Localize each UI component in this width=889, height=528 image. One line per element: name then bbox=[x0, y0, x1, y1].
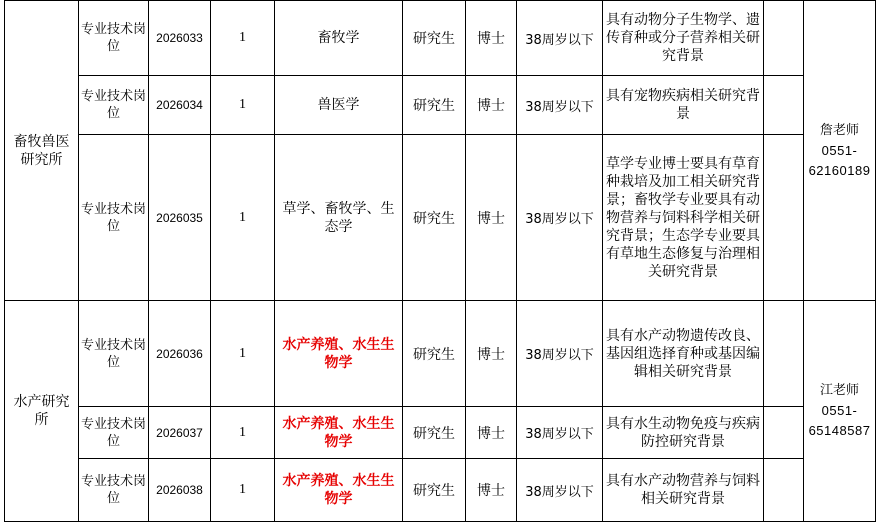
age-limit: 38周岁以下 bbox=[517, 301, 603, 407]
unit-name: 水产研究所 bbox=[5, 301, 79, 522]
post-type: 专业技术岗位 bbox=[79, 76, 149, 135]
post-code: 2026036 bbox=[149, 301, 211, 407]
blank-cell bbox=[764, 301, 804, 407]
contact-cell bbox=[804, 301, 876, 522]
table-row bbox=[5, 301, 876, 407]
hire-count: 1 bbox=[211, 76, 275, 135]
age-limit: 38周岁以下 bbox=[517, 135, 603, 301]
major: 水产养殖、水生生物学 bbox=[275, 301, 403, 407]
hire-count: 1 bbox=[211, 1, 275, 76]
hire-count: 1 bbox=[211, 407, 275, 459]
requirement: 具有动物分子生物学、遗传育种或分子营养相关研究背景 bbox=[603, 1, 764, 76]
hire-count: 1 bbox=[211, 135, 275, 301]
contact-phone-number: 65148587 bbox=[808, 423, 871, 438]
table-row bbox=[5, 135, 876, 301]
blank-cell bbox=[764, 407, 804, 459]
requirement: 具有宠物疾病相关研究背景 bbox=[603, 76, 764, 135]
education: 研究生 bbox=[403, 459, 466, 522]
degree: 博士 bbox=[466, 301, 517, 407]
table-row bbox=[5, 407, 876, 459]
requirement: 具有水产动物营养与饲料相关研究背景 bbox=[603, 459, 764, 522]
post-code: 2026038 bbox=[149, 459, 211, 522]
education: 研究生 bbox=[403, 1, 466, 76]
degree: 博士 bbox=[466, 459, 517, 522]
requirement: 具有水生动物免疫与疾病防控研究背景 bbox=[603, 407, 764, 459]
post-code: 2026035 bbox=[149, 135, 211, 301]
major: 畜牧学 bbox=[275, 1, 403, 76]
degree: 博士 bbox=[466, 407, 517, 459]
hire-count: 1 bbox=[211, 301, 275, 407]
age-limit: 38周岁以下 bbox=[517, 459, 603, 522]
requirement: 草学专业博士要具有草育种栽培及加工相关研究背景；畜牧学专业要具有动物营养与饲料科学相关研究背景；生态学专业要具有草地生态修复与治理相关研究背景 bbox=[603, 135, 764, 301]
hire-count: 1 bbox=[211, 459, 275, 522]
education: 研究生 bbox=[403, 76, 466, 135]
blank-cell bbox=[764, 135, 804, 301]
degree: 博士 bbox=[466, 1, 517, 76]
table-row bbox=[5, 459, 876, 522]
recruitment-table bbox=[4, 0, 876, 522]
post-code: 2026034 bbox=[149, 76, 211, 135]
post-code: 2026037 bbox=[149, 407, 211, 459]
contact-person: 詹老师 bbox=[819, 122, 859, 138]
contact-person: 江老师 bbox=[819, 383, 859, 398]
major: 草学、畜牧学、生态学 bbox=[275, 135, 403, 301]
major: 水产养殖、水生生物学 bbox=[275, 407, 403, 459]
post-type: 专业技术岗位 bbox=[79, 1, 149, 76]
education: 研究生 bbox=[403, 135, 466, 301]
age-limit: 38周岁以下 bbox=[517, 407, 603, 459]
major: 兽医学 bbox=[275, 76, 403, 135]
table-row bbox=[5, 76, 876, 135]
unit-name: 畜牧兽医研究所 bbox=[5, 1, 79, 301]
post-code: 2026033 bbox=[149, 1, 211, 76]
post-type: 专业技术岗位 bbox=[79, 407, 149, 459]
education: 研究生 bbox=[403, 407, 466, 459]
blank-cell bbox=[764, 1, 804, 76]
age-limit: 38周岁以下 bbox=[517, 1, 603, 76]
blank-cell bbox=[764, 459, 804, 522]
post-type: 专业技术岗位 bbox=[79, 301, 149, 407]
major: 水产养殖、水生生物学 bbox=[275, 459, 403, 522]
post-type: 专业技术岗位 bbox=[79, 459, 149, 522]
post-type: 专业技术岗位 bbox=[79, 135, 149, 301]
contact-phone-prefix: 0551- bbox=[821, 142, 858, 158]
contact-cell bbox=[804, 1, 876, 301]
degree: 博士 bbox=[466, 135, 517, 301]
age-limit: 38周岁以下 bbox=[517, 76, 603, 135]
blank-cell bbox=[764, 76, 804, 135]
table-row bbox=[5, 1, 876, 76]
education: 研究生 bbox=[403, 301, 466, 407]
contact-phone-number: 62160189 bbox=[808, 162, 871, 178]
contact-phone-prefix: 0551- bbox=[821, 403, 858, 418]
requirement: 具有水产动物遗传改良、基因组选择育种或基因编辑相关研究背景 bbox=[603, 301, 764, 407]
degree: 博士 bbox=[466, 76, 517, 135]
